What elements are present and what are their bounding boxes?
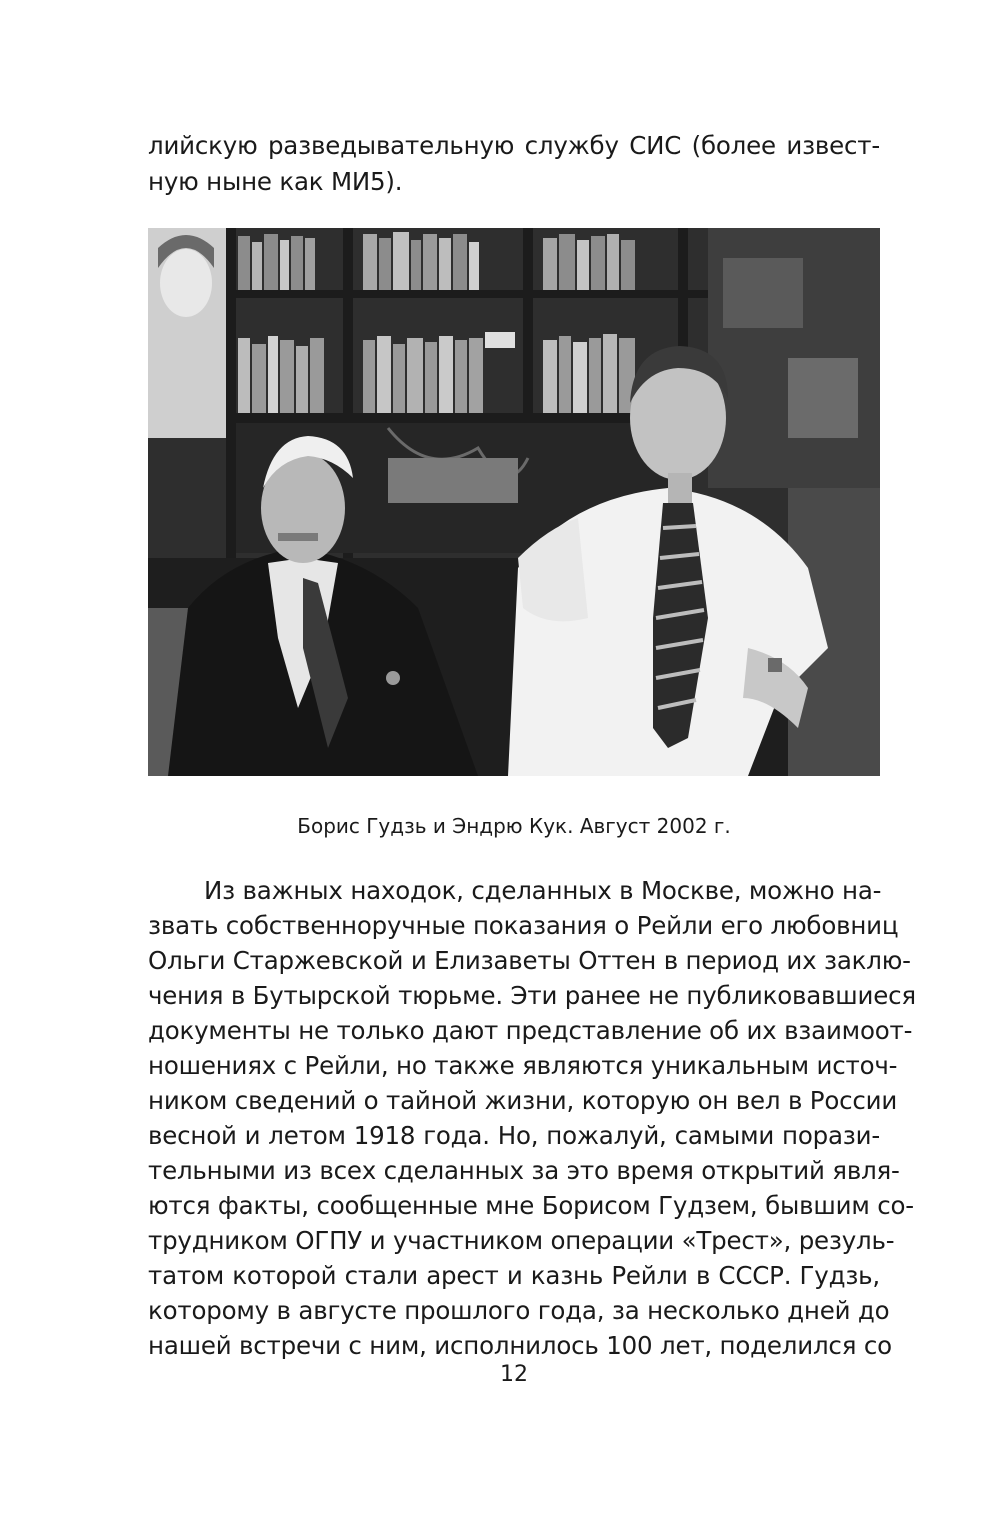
text-line: чения в Бутырской тюрьме. Эти ранее не публиковавшиеся <box>148 981 916 1010</box>
text-line: ную ныне как МИ5). <box>148 167 403 196</box>
text-line: тельными из всех сделанных за это время открытий явля- <box>148 1156 900 1185</box>
text-line: которому в августе прошлого года, за несколько дней до <box>148 1296 890 1325</box>
text-line: трудником ОГПУ и участником операции «Трест», резуль- <box>148 1226 895 1255</box>
text-line: документы не только дают представление об их взаимоот- <box>148 1016 913 1045</box>
text-line: ником сведений о тайной жизни, которую он вел в России <box>148 1086 898 1115</box>
text-line: ношениях с Рейли, но также являются уникальным источ- <box>148 1051 898 1080</box>
photo-caption: Борис Гудзь и Эндрю Кук. Август 2002 г. <box>297 814 731 838</box>
text-line: нашей встречи с ним, исполнилось 100 лет, поделился со <box>148 1331 892 1360</box>
text-line: звать собственноручные показания о Рейли его любовниц <box>148 911 899 940</box>
text-line: Из важных находок, сделанных в Москве, можно на- <box>204 876 882 905</box>
text-line: весной и летом 1918 года. Но, пожалуй, самыми порази- <box>148 1121 880 1150</box>
text-line: татом которой стали арест и казнь Рейли в СССР. Гудзь, <box>148 1261 880 1290</box>
text-line: лийскую разведывательную службу СИС (более извест- <box>148 131 880 160</box>
text-line: ются факты, сообщенные мне Борисом Гудзем, бывшим со- <box>148 1191 914 1220</box>
text-line: Ольги Старжевской и Елизаветы Оттен в период их заклю- <box>148 946 911 975</box>
photo-two-men-bookshelf <box>148 228 880 776</box>
page-number: 12 <box>500 1362 528 1387</box>
